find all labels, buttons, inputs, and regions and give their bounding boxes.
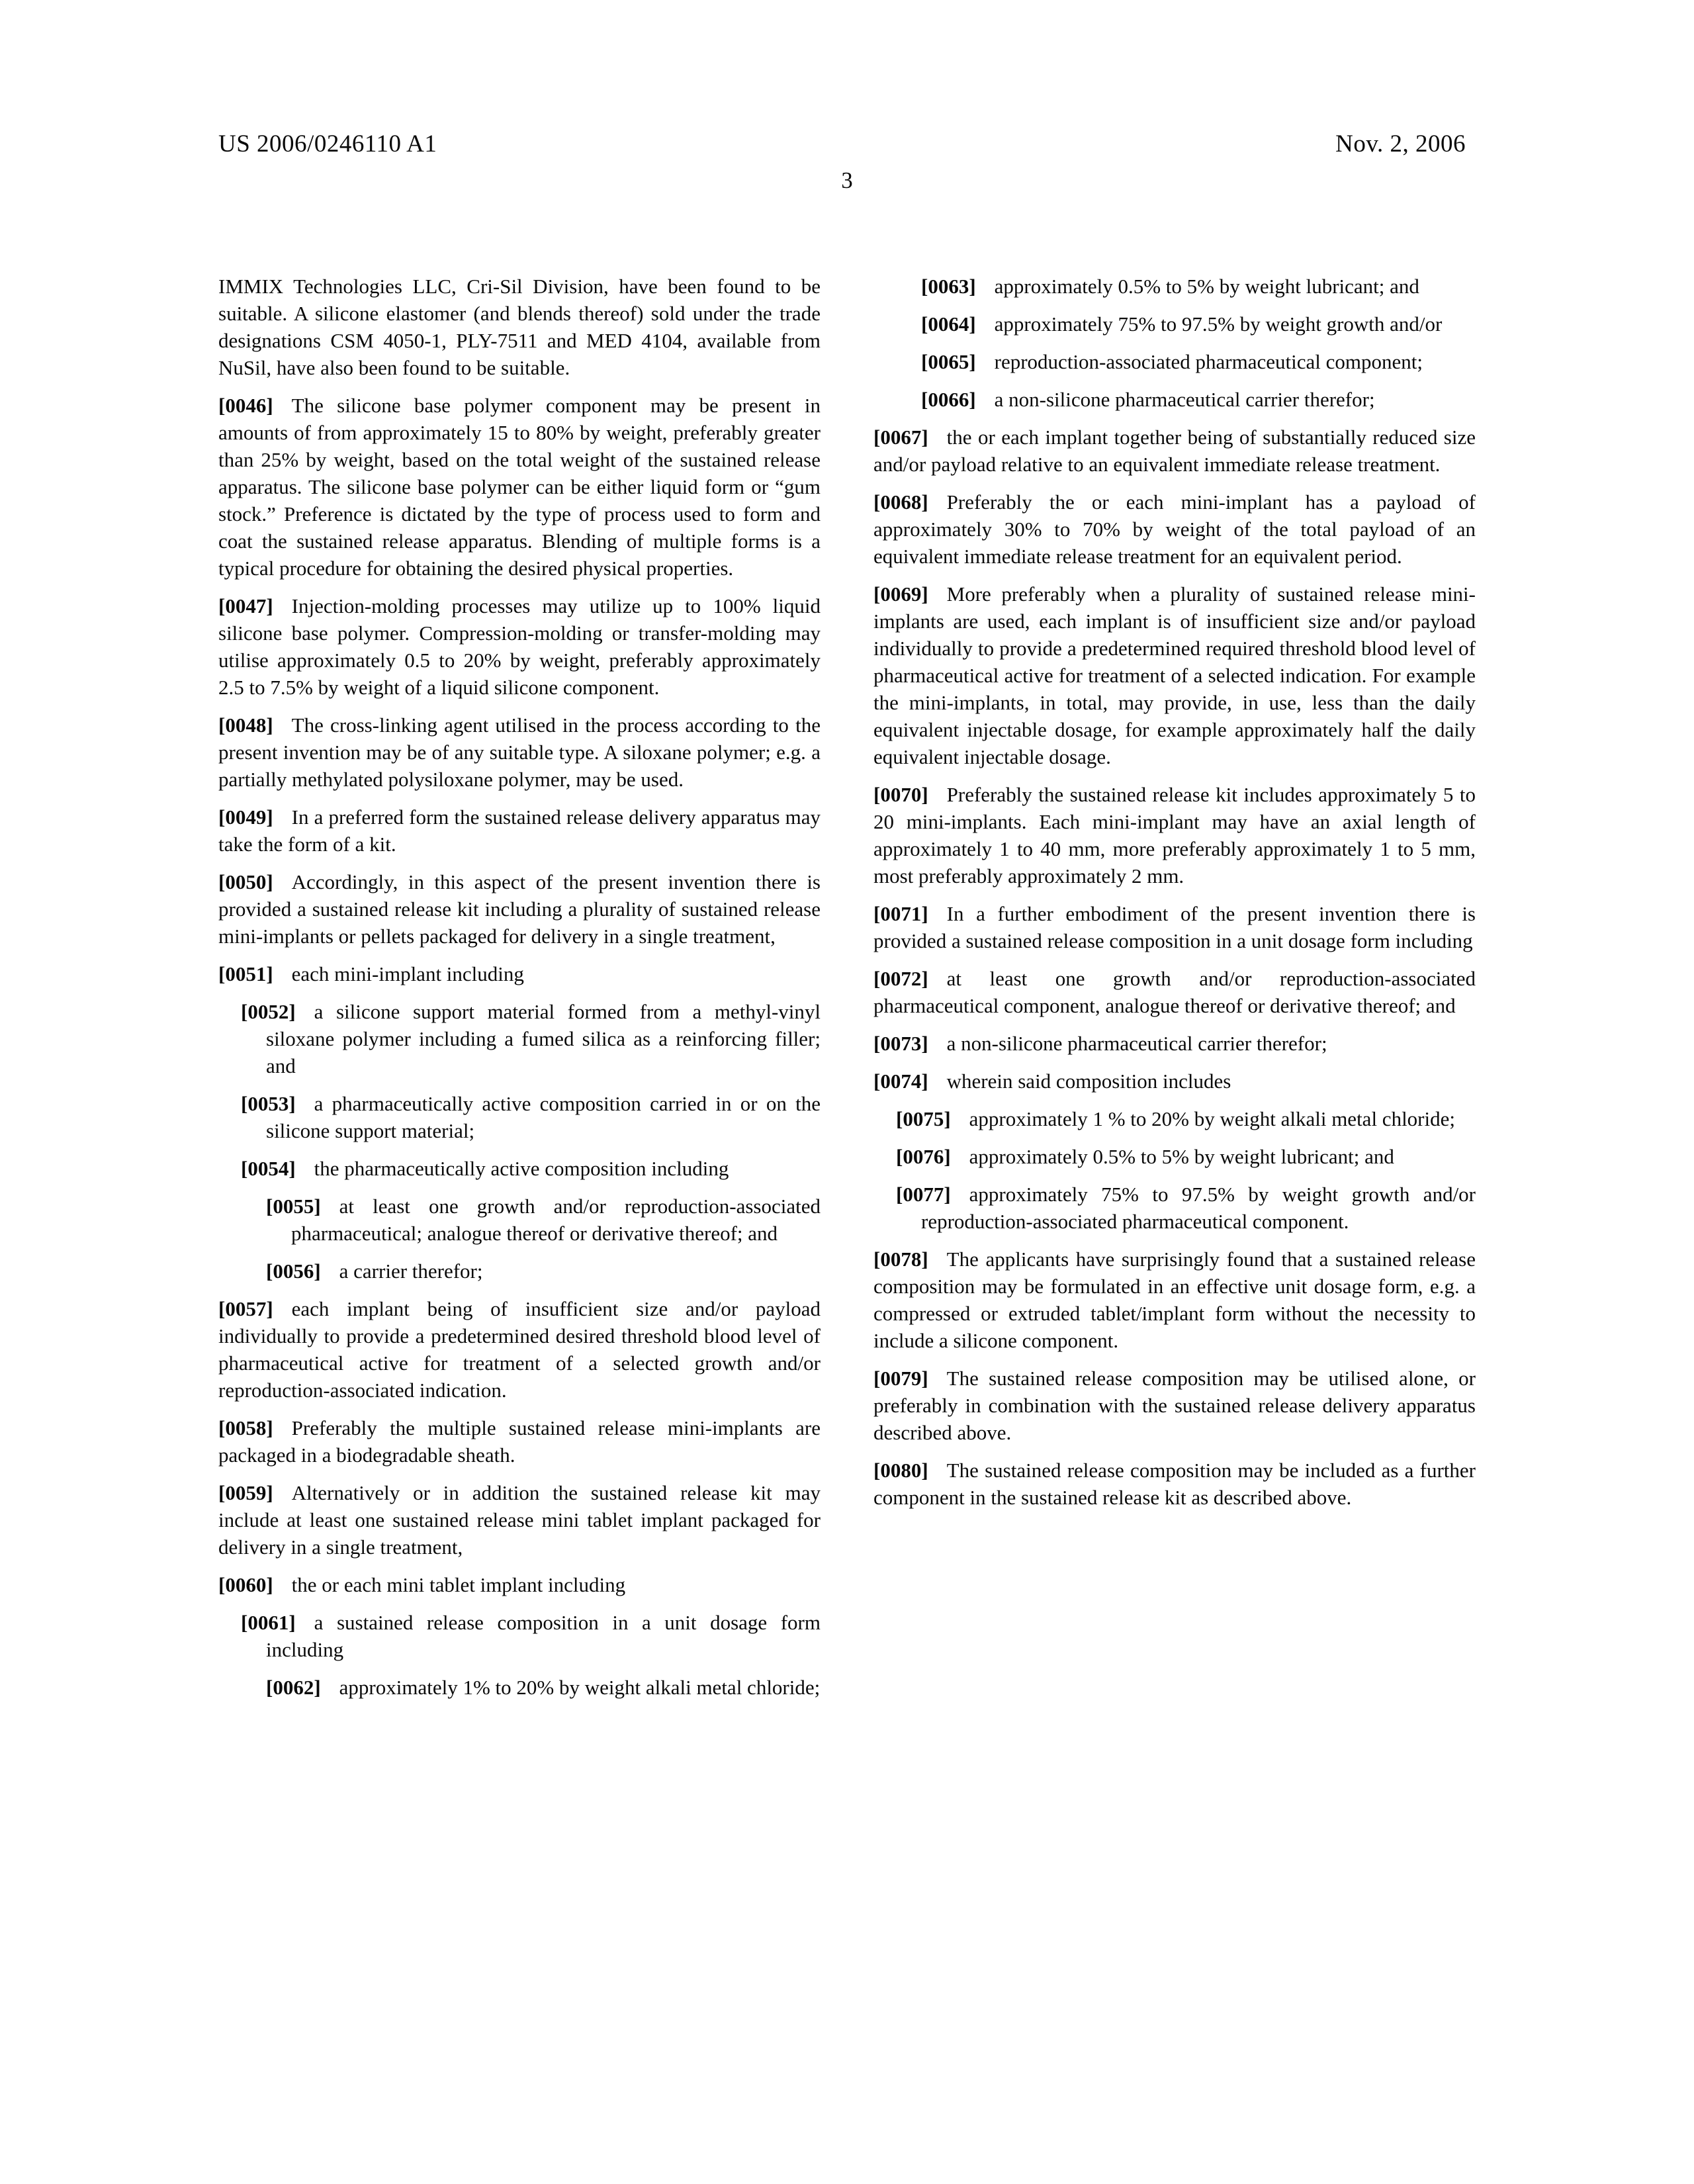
paragraph-number: [0061] <box>241 1611 296 1634</box>
paragraph-number: [0057] <box>218 1297 273 1320</box>
paragraph <box>873 781 1476 889</box>
paragraph-number: [0072] <box>873 967 928 990</box>
paragraph-text: the pharmaceutically active composition including <box>314 1157 729 1180</box>
paragraph-text: each mini-implant including <box>291 962 524 985</box>
paragraph-text: at least one growth and/or reproduction-associated pharmaceutical; analogue thereof or derivative thereof; and <box>291 1195 821 1245</box>
paragraph-number: [0058] <box>218 1416 273 1439</box>
paragraph <box>218 1479 821 1561</box>
paragraph-number: [0055] <box>266 1195 321 1218</box>
paragraph <box>896 1143 1476 1170</box>
paragraph-number: [0052] <box>241 1000 296 1023</box>
paragraph <box>218 1295 821 1404</box>
paragraph <box>241 1609 821 1663</box>
paragraph-number: [0046] <box>218 394 273 417</box>
paragraph <box>218 803 821 858</box>
publication-date: Nov. 2, 2006 <box>1335 130 1466 158</box>
paragraph <box>873 1246 1476 1354</box>
paragraph-text: The silicone base polymer component may be present in amounts of from approximately 15 to 80% by weight, preferably greater than 25% by weight, based on the total weight of the sustained release apparatus. The silicone base polymer can be either liquid form or “gum stock.” Preference is dictated by the type of process used to form and coat the sustained release apparatus. Blending of multiple forms is a typical procedure for obtaining the desired physical properties. <box>218 394 821 580</box>
paragraph <box>873 488 1476 570</box>
paragraph-text: wherein said composition includes <box>946 1069 1231 1093</box>
paragraph-text: a sustained release composition in a unit dosage form including <box>266 1611 821 1661</box>
paragraph-text: a carrier therefor; <box>339 1259 483 1283</box>
paragraph-number: [0078] <box>873 1248 928 1271</box>
paragraph-number: [0053] <box>241 1092 296 1115</box>
paragraph <box>218 711 821 793</box>
paragraph-text: Preferably the multiple sustained release mini-implants are packaged in a biodegradable sheath. <box>218 1416 821 1467</box>
paragraph-number: [0066] <box>921 388 976 411</box>
paragraph <box>873 1030 1476 1057</box>
paragraph-number: [0073] <box>873 1032 928 1055</box>
page-header <box>0 0 1694 159</box>
paragraph-number: [0051] <box>218 962 273 985</box>
paragraph-number: [0065] <box>921 350 976 373</box>
paragraph <box>873 900 1476 954</box>
paragraph-number: [0069] <box>873 582 928 606</box>
paragraph-number: [0080] <box>873 1459 928 1482</box>
paragraph <box>921 310 1476 338</box>
paragraph <box>218 392 821 582</box>
paragraph-text: each implant being of insufficient size and/or payload individually to provide a predetermined desired threshold blood level of pharmaceutical active for treatment of a selected growth and/or reproduction-associated indication. <box>218 1297 821 1402</box>
paragraph-number: [0062] <box>266 1676 321 1699</box>
paragraph-text: a non-silicone pharmaceutical carrier therefor; <box>994 388 1375 411</box>
paragraph-text: the or each implant together being of substantially reduced size and/or payload relative to an equivalent immediate release treatment. <box>873 426 1476 476</box>
paragraph-number: [0071] <box>873 902 928 925</box>
paragraph-number: [0067] <box>873 426 928 449</box>
paragraph-text: The applicants have surprisingly found that a sustained release composition may be formulated in an effective unit dosage form, e.g. a compressed or extruded tablet/implant form without the necessity to include a silicone component. <box>873 1248 1476 1352</box>
paragraph <box>266 1674 821 1701</box>
paragraph <box>873 965 1476 1019</box>
paragraph-text: reproduction-associated pharmaceutical component; <box>994 350 1423 373</box>
paragraph <box>921 348 1476 375</box>
paragraph-text: approximately 75% to 97.5% by weight growth and/or reproduction-associated pharmaceutical component. <box>921 1183 1476 1233</box>
paragraph <box>241 1155 821 1182</box>
paragraph <box>218 273 821 381</box>
paragraph-text: More preferably when a plurality of sustained release mini-implants are used, each implant is of insufficient size and/or payload individually to provide a predetermined required threshold blood level of pharmaceutical active for treatment of a selected indication. For example the mini-implants, in total, may provide, in use, less than the daily equivalent injectable dosage, for example approximately half the daily equivalent injectable dosage. <box>873 582 1476 768</box>
paragraph <box>873 1365 1476 1446</box>
paragraph-text: a silicone support material formed from a methyl-vinyl siloxane polymer including a fumed silica as a reinforcing filler; and <box>266 1000 821 1077</box>
paragraph <box>873 580 1476 770</box>
paragraph-number: [0063] <box>921 275 976 298</box>
paragraph <box>218 592 821 701</box>
column-right <box>873 273 1476 1701</box>
paragraph <box>921 273 1476 300</box>
paragraph-number: [0056] <box>266 1259 321 1283</box>
paragraph-number: [0070] <box>873 783 928 806</box>
paragraph-number: [0068] <box>873 490 928 514</box>
paragraph <box>218 868 821 950</box>
paragraph <box>218 1414 821 1469</box>
paragraph-text: Accordingly, in this aspect of the present invention there is provided a sustained release kit including a plurality of sustained release mini-implants or pellets packaged for delivery in a single treatment, <box>218 870 821 948</box>
paragraph-text: Alternatively or in addition the sustained release kit may include at least one sustained release mini tablet implant packaged for delivery in a single treatment, <box>218 1481 821 1559</box>
paragraph-text: In a further embodiment of the present invention there is provided a sustained release composition in a unit dosage form including <box>873 902 1476 952</box>
patent-publication-number: US 2006/0246110 A1 <box>218 130 437 158</box>
document-body <box>0 195 1694 1701</box>
paragraph-number: [0048] <box>218 713 273 737</box>
paragraph-text: approximately 0.5% to 5% by weight lubricant; and <box>969 1145 1394 1168</box>
paragraph <box>218 1571 821 1598</box>
paragraph <box>873 1457 1476 1511</box>
column-left <box>218 273 821 1701</box>
paragraph-number: [0077] <box>896 1183 951 1206</box>
paragraph-number: [0079] <box>873 1367 928 1390</box>
paragraph <box>921 386 1476 413</box>
paragraph-text: at least one growth and/or reproduction-associated pharmaceutical component, analogue thereof or derivative thereof; and <box>873 967 1476 1017</box>
paragraph-text: the or each mini tablet implant including <box>291 1573 626 1596</box>
page-number: 3 <box>841 167 853 193</box>
paragraph <box>896 1105 1476 1132</box>
paragraph-text: IMMIX Technologies LLC, Cri-Sil Division, have been found to be suitable. A silicone elastomer (and blends thereof) sold under the trade designations CSM 4050-1, PLY-7511 and MED 4104, available from NuSil, have also been found to be suitable. <box>218 275 821 379</box>
paragraph-text: approximately 75% to 97.5% by weight growth and/or <box>994 312 1443 336</box>
paragraph <box>218 960 821 987</box>
paragraph-text: a non-silicone pharmaceutical carrier therefor; <box>946 1032 1327 1055</box>
paragraph-text: a pharmaceutically active composition carried in or on the silicone support material; <box>266 1092 821 1142</box>
paragraph-number: [0075] <box>896 1107 951 1130</box>
paragraph-number: [0074] <box>873 1069 928 1093</box>
paragraph <box>241 998 821 1079</box>
paragraph-text: Injection-molding processes may utilize up to 100% liquid silicone base polymer. Compression-molding or transfer-molding may utilise approximately 0.5 to 20% by weight, preferably approximately 2.5 to 7.5% by weight of a liquid silicone component. <box>218 594 821 699</box>
paragraph-text: approximately 1% to 20% by weight alkali metal chloride; <box>339 1676 821 1699</box>
paragraph <box>873 1068 1476 1095</box>
paragraph <box>896 1181 1476 1235</box>
paragraph-text: The cross-linking agent utilised in the process according to the present invention may be of any suitable type. A siloxane polymer; e.g. a partially methylated polysiloxane polymer, may be used. <box>218 713 821 791</box>
paragraph-number: [0049] <box>218 805 273 829</box>
paragraph-number: [0054] <box>241 1157 296 1180</box>
paragraph-text: In a preferred form the sustained release delivery apparatus may take the form of a kit. <box>218 805 821 856</box>
paragraph <box>873 424 1476 478</box>
paragraph <box>266 1193 821 1247</box>
paragraph <box>241 1090 821 1144</box>
paragraph-number: [0059] <box>218 1481 273 1504</box>
paragraph-text: The sustained release composition may be included as a further component in the sustained release kit as described above. <box>873 1459 1476 1509</box>
paragraph-text: approximately 1 % to 20% by weight alkali metal chloride; <box>969 1107 1455 1130</box>
paragraph-text: approximately 0.5% to 5% by weight lubricant; and <box>994 275 1419 298</box>
paragraph-number: [0064] <box>921 312 976 336</box>
paragraph-number: [0050] <box>218 870 273 893</box>
paragraph-text: Preferably the or each mini-implant has a payload of approximately 30% to 70% by weight of the total payload of an equivalent immediate release treatment for an equivalent period. <box>873 490 1476 568</box>
paragraph-number: [0076] <box>896 1145 951 1168</box>
paragraph-text: Preferably the sustained release kit includes approximately 5 to 20 mini-implants. Each mini-implant may have an axial length of approximately 1 to 40 mm, more preferably approximately 1 to 5 mm, most preferably approximately 2 mm. <box>873 783 1476 887</box>
paragraph-number: [0060] <box>218 1573 273 1596</box>
paragraph <box>266 1257 821 1285</box>
paragraph-text: The sustained release composition may be utilised alone, or preferably in combination with the sustained release delivery apparatus described above. <box>873 1367 1476 1444</box>
paragraph-number: [0047] <box>218 594 273 617</box>
